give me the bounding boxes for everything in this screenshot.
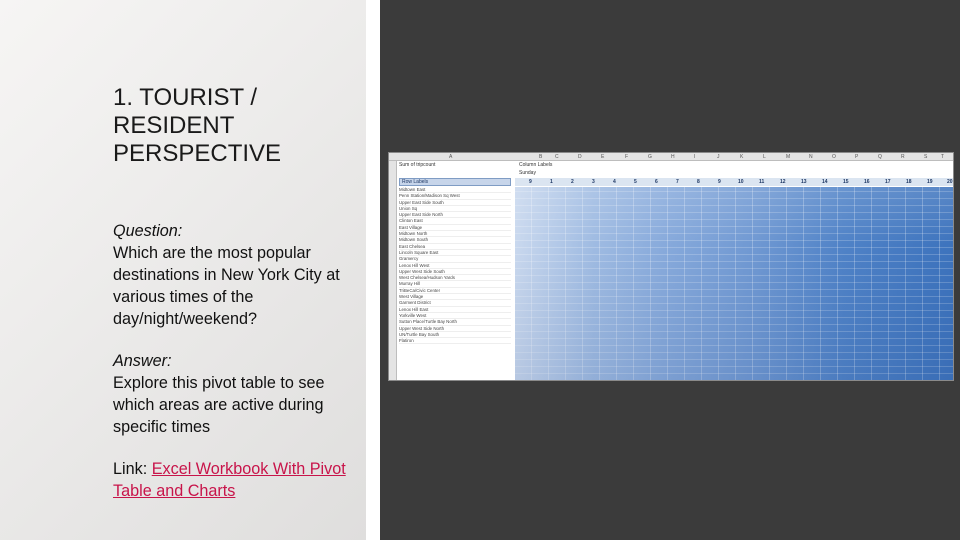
hour-header: 9 bbox=[718, 179, 721, 185]
row-label: East Village bbox=[399, 225, 511, 231]
row-label: Upper West Side South bbox=[399, 269, 511, 275]
hour-header: 11 bbox=[759, 179, 765, 185]
hour-header: 18 bbox=[906, 179, 912, 185]
row-label: West Chelsea/Hudson Yards bbox=[399, 275, 511, 281]
hour-header: 15 bbox=[843, 179, 849, 185]
pivot-title: Sum of tripcount bbox=[399, 162, 436, 168]
hour-header: 9 bbox=[529, 179, 532, 185]
heatmap-values bbox=[515, 187, 953, 380]
row-label: Penn Station/Madison Sq West bbox=[399, 193, 511, 199]
col-letter-g: G bbox=[648, 154, 652, 160]
divider-stripe bbox=[366, 0, 380, 540]
col-letter-k: K bbox=[740, 154, 744, 160]
row-label: Midtown South bbox=[399, 237, 511, 243]
question-block bbox=[113, 220, 353, 330]
hour-header: 12 bbox=[780, 179, 786, 185]
slide-title bbox=[113, 84, 363, 168]
row-label: Lenox Hill East bbox=[399, 307, 511, 313]
row-label: Lenox Hill West bbox=[399, 263, 511, 269]
question-text: Which are the most popular destinations in New York City at various times of the day/night/weekend? bbox=[113, 244, 340, 328]
hour-header: 19 bbox=[927, 179, 933, 185]
row-label: Clinton East bbox=[399, 218, 511, 224]
answer-text: Explore this pivot table to see which areas are active during specific times bbox=[113, 374, 325, 436]
row-label: Flatiron bbox=[399, 338, 511, 344]
row-label: TriBeCa/Civic Center bbox=[399, 288, 511, 294]
col-letter-t: T bbox=[941, 154, 945, 160]
row-label: Gramercy bbox=[399, 256, 511, 262]
row-label: Sutton Place/Turtle Bay North bbox=[399, 319, 511, 325]
workbook-link[interactable]: Excel Workbook With Pivot Table and Charts bbox=[113, 460, 346, 500]
day-filter-cell: Sunday bbox=[519, 170, 536, 176]
col-letter-l: L bbox=[763, 154, 766, 160]
row-label: East Chelsea bbox=[399, 244, 511, 250]
answer-label: Answer: bbox=[113, 352, 172, 370]
column-header-bar bbox=[389, 153, 954, 161]
question-label: Question: bbox=[113, 222, 183, 240]
heatmap-shading bbox=[515, 187, 953, 380]
hour-header: 1 bbox=[550, 179, 553, 185]
col-letter-p: P bbox=[855, 154, 859, 160]
col-letter-f: F bbox=[625, 154, 629, 160]
answer-block bbox=[113, 350, 353, 438]
hour-header: 20 bbox=[947, 179, 953, 185]
col-letter-b: B bbox=[539, 154, 543, 160]
title-line-3: PERSPECTIVE bbox=[113, 140, 282, 167]
title-line-2: RESIDENT bbox=[113, 112, 235, 139]
row-label: Upper East Side North bbox=[399, 212, 511, 218]
pivot-table-screenshot bbox=[388, 152, 954, 381]
hour-header-row bbox=[515, 178, 953, 186]
link-label: Link: bbox=[113, 460, 148, 478]
link-block bbox=[113, 458, 353, 502]
row-label: Upper East Side South bbox=[399, 200, 511, 206]
row-label: Midtown North bbox=[399, 231, 511, 237]
hour-header: 7 bbox=[676, 179, 679, 185]
col-letter-n: N bbox=[809, 154, 813, 160]
col-letter-i: I bbox=[694, 154, 696, 160]
col-letter-h: H bbox=[671, 154, 675, 160]
hour-header: 10 bbox=[738, 179, 744, 185]
row-label: Murray Hill bbox=[399, 281, 511, 287]
hour-header: 3 bbox=[592, 179, 595, 185]
col-letter-d: D bbox=[578, 154, 582, 160]
row-labels-dropdown[interactable]: Row Labels bbox=[399, 178, 511, 186]
hour-header: 4 bbox=[613, 179, 616, 185]
hour-header: 13 bbox=[801, 179, 807, 185]
hour-header: 2 bbox=[571, 179, 574, 185]
row-label: Midtown East bbox=[399, 187, 511, 193]
col-letter-j: J bbox=[717, 154, 720, 160]
pivot-table bbox=[397, 161, 953, 380]
row-label: Upper West Side North bbox=[399, 326, 511, 332]
title-line-1: 1. TOURIST / bbox=[113, 84, 258, 111]
col-letter-q: Q bbox=[878, 154, 882, 160]
row-label: UN/Turtle Bay South bbox=[399, 332, 511, 338]
col-letter-m: M bbox=[786, 154, 791, 160]
col-letter-r: R bbox=[901, 154, 905, 160]
row-label: Yorkville West bbox=[399, 313, 511, 319]
hour-header: 6 bbox=[655, 179, 658, 185]
row-label: West Village bbox=[399, 294, 511, 300]
row-label: Garment District bbox=[399, 300, 511, 306]
hour-header: 16 bbox=[864, 179, 870, 185]
col-letter-s: S bbox=[924, 154, 928, 160]
col-letter-e: E bbox=[601, 154, 605, 160]
column-labels-cell: Column Labels bbox=[519, 162, 553, 168]
row-label-list bbox=[399, 187, 511, 344]
row-label: Lincoln Square East bbox=[399, 250, 511, 256]
col-letter-o: O bbox=[832, 154, 836, 160]
row-label: Union Sq bbox=[399, 206, 511, 212]
col-letter-a: A bbox=[449, 154, 453, 160]
hour-header: 17 bbox=[885, 179, 891, 185]
hour-header: 14 bbox=[822, 179, 828, 185]
hour-header: 5 bbox=[634, 179, 637, 185]
hour-header: 8 bbox=[697, 179, 700, 185]
col-letter-c: C bbox=[555, 154, 559, 160]
row-header-bar bbox=[389, 161, 397, 381]
